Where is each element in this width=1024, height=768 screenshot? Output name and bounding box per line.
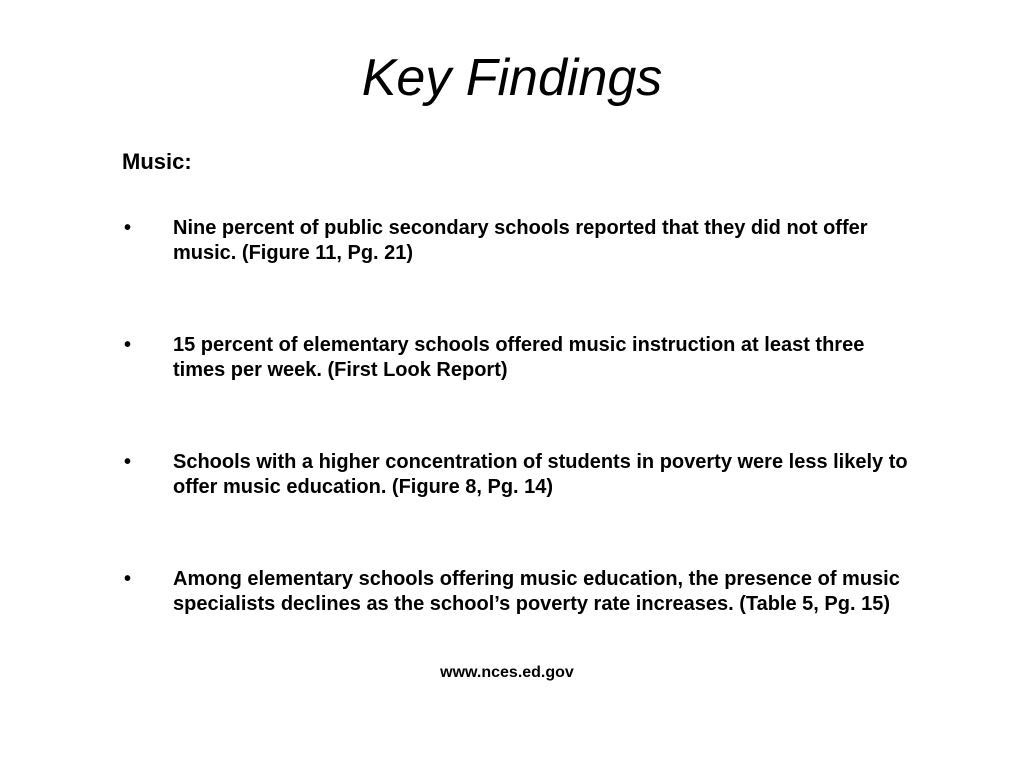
bullet-text: 15 percent of elementary schools offered music instruction at least three times per week. (First Look Report): [173, 334, 865, 381]
bullet-text: Among elementary schools offering music education, the presence of music specialists declines as the school’s poverty rate increases. (Table 5, Pg. 15): [173, 568, 900, 615]
bullet-dot: •: [124, 451, 132, 473]
footer-url: www.nces.ed.gov: [440, 664, 574, 681]
bullet-text: Schools with a higher concentration of students in poverty were less likely to offer music education. (Figure 8, Pg. 14): [173, 451, 908, 498]
slide-title: Key Findings: [361, 49, 663, 107]
section-heading-music: Music:: [122, 149, 192, 174]
bullet-text: Nine percent of public secondary schools reported that they did not offer music. (Figure 11, Pg. 21): [173, 217, 868, 264]
bullet-dot: •: [124, 217, 132, 239]
bullet-dot: •: [124, 334, 132, 356]
bullet-dot: •: [124, 568, 132, 590]
